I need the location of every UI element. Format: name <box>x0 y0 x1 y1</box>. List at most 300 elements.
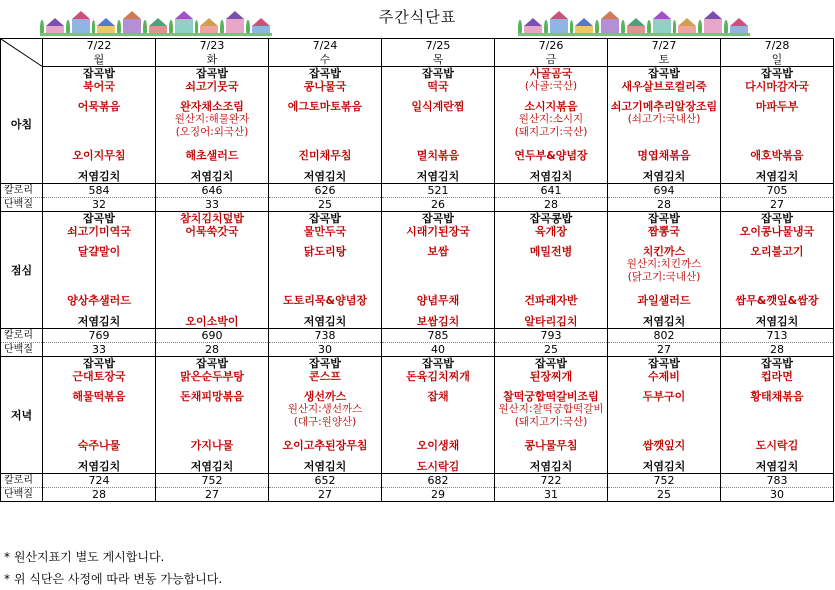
empty-cell <box>608 139 721 149</box>
menu-item-kimchi: 저염김치 <box>269 170 382 184</box>
menu-item-side <box>156 294 269 307</box>
menu-item-origin2 <box>608 126 721 139</box>
menu-item-side: 과일샐러드 <box>608 294 721 307</box>
protein-value: 28 <box>156 343 269 357</box>
protein-value: 30 <box>269 343 382 357</box>
empty-cell <box>495 93 608 100</box>
menu-item-origin1 <box>43 258 156 271</box>
header-corner <box>1 39 43 67</box>
calorie-value: 682 <box>382 474 495 488</box>
menu-item-origin2 <box>721 271 834 284</box>
protein-value: 32 <box>43 198 156 212</box>
menu-item-rice: 잡곡밥 <box>721 357 834 371</box>
house-illustration-right <box>518 2 750 36</box>
menu-item-soup: 어묵쑥갓국 <box>156 225 269 238</box>
empty-cell <box>43 383 156 390</box>
menu-item-main: 쇠고기메추리알장조림 <box>608 100 721 113</box>
empty-cell <box>495 162 608 170</box>
date-4: 7/26 <box>495 39 608 53</box>
menu-item-origin2: (대구:원양산) <box>269 416 382 429</box>
menu-item-side: 양념무채 <box>382 294 495 307</box>
menu-item-soup: 콘스프 <box>269 370 382 383</box>
menu-item-origin1: 원산지:찰떡궁합떡갈비 <box>495 403 608 416</box>
table-row <box>1 100 834 113</box>
notes <box>4 546 222 590</box>
menu-item-side: 쌈깻잎지 <box>608 439 721 452</box>
calorie-value: 783 <box>721 474 834 488</box>
menu-item-rice: 잡곡밥 <box>156 67 269 81</box>
menu-item-rice: 잡곡콩밥 <box>495 212 608 226</box>
empty-cell <box>608 238 721 245</box>
meal-label-1: 점심 <box>1 212 43 329</box>
empty-cell <box>382 238 495 245</box>
table-row <box>1 452 834 460</box>
menu-item-origin2: (돼지고기:국산) <box>495 126 608 139</box>
menu-item-side: 건파래자반 <box>495 294 608 307</box>
protein-value: 40 <box>382 343 495 357</box>
empty-cell <box>721 139 834 149</box>
menu-item-main: 완자채소조림 <box>156 100 269 113</box>
menu-item-soup: 북어국 <box>43 80 156 93</box>
menu-item-origin2 <box>721 416 834 429</box>
menu-item-rice: 잡곡밥 <box>156 357 269 371</box>
empty-cell <box>608 429 721 439</box>
empty-cell <box>269 383 382 390</box>
calorie-value: 521 <box>382 184 495 198</box>
menu-item-origin1 <box>382 258 495 271</box>
menu-item-main: 생선까스 <box>269 390 382 403</box>
menu-item-rice: 잡곡밥 <box>721 212 834 226</box>
meal-label-0: 아침 <box>1 67 43 184</box>
menu-item-soup: 쇠고기미역국 <box>43 225 156 238</box>
header <box>0 0 835 40</box>
calorie-value: 626 <box>269 184 382 198</box>
menu-item-origin2 <box>721 126 834 139</box>
menu-item-soup: 근대토장국 <box>43 370 156 383</box>
menu-item-origin1 <box>43 113 156 126</box>
menu-item-side: 연두부&양념장 <box>495 149 608 162</box>
menu-item-soup: 육개장 <box>495 225 608 238</box>
menu-item-side: 도시락김 <box>721 439 834 452</box>
meal-label-2: 저녁 <box>1 357 43 474</box>
calorie-value: 722 <box>495 474 608 488</box>
empty-cell <box>43 162 156 170</box>
empty-cell <box>721 383 834 390</box>
empty-cell <box>156 429 269 439</box>
menu-item-side: 양상추샐러드 <box>43 294 156 307</box>
menu-item-origin2 <box>156 416 269 429</box>
menu-item-rice: 잡곡밥 <box>43 212 156 226</box>
table-row <box>1 80 834 93</box>
menu-item-origin1 <box>269 258 382 271</box>
calorie-value: 652 <box>269 474 382 488</box>
empty-cell <box>43 452 156 460</box>
menu-item-kimchi: 저염김치 <box>608 315 721 329</box>
menu-item-kimchi: 저염김치 <box>382 170 495 184</box>
menu-item-soup: 맑은순두부탕 <box>156 370 269 383</box>
empty-cell <box>495 429 608 439</box>
table-row <box>1 67 834 81</box>
empty-cell <box>721 307 834 315</box>
calorie-value: 738 <box>269 329 382 343</box>
menu-item-origin2 <box>382 416 495 429</box>
menu-item-origin1 <box>156 403 269 416</box>
calorie-value: 584 <box>43 184 156 198</box>
table-row <box>1 429 834 439</box>
date-6: 7/28 <box>721 39 834 53</box>
menu-item-soup: 컵라면 <box>721 370 834 383</box>
menu-item-rice: 잡곡밥 <box>608 212 721 226</box>
menu-item-kimchi: 도시락김 <box>382 460 495 474</box>
menu-item-kimchi: 저염김치 <box>608 460 721 474</box>
empty-cell <box>608 162 721 170</box>
table-row <box>1 162 834 170</box>
menu-item-main: 돈채피망볶음 <box>156 390 269 403</box>
protein-label: 단백질 <box>1 488 43 502</box>
menu-item-side: 쌈무&깻잎&쌈장 <box>721 294 834 307</box>
menu-item-origin2 <box>43 416 156 429</box>
menu-item-kimchi: 저염김치 <box>269 315 382 329</box>
menu-item-main: 찰떡궁합떡갈비조림 <box>495 390 608 403</box>
menu-item-rice: 잡곡밥 <box>608 357 721 371</box>
empty-cell <box>43 284 156 294</box>
empty-cell <box>269 93 382 100</box>
empty-cell <box>269 139 382 149</box>
empty-cell <box>382 307 495 315</box>
menu-item-rice: 잡곡밥 <box>382 212 495 226</box>
menu-item-kimchi: 저염김치 <box>156 170 269 184</box>
protein-value: 33 <box>156 198 269 212</box>
date-5: 7/27 <box>608 39 721 53</box>
empty-cell <box>43 139 156 149</box>
menu-item-soup: 떡국 <box>382 80 495 93</box>
menu-item-origin1 <box>156 258 269 271</box>
menu-item-kimchi: 저염김치 <box>43 460 156 474</box>
protein-label: 단백질 <box>1 198 43 212</box>
empty-cell <box>721 238 834 245</box>
protein-value: 27 <box>721 198 834 212</box>
protein-value: 33 <box>43 343 156 357</box>
protein-value: 29 <box>382 488 495 502</box>
note-change: * 위 식단은 사정에 따라 변동 가능합니다. <box>4 572 223 586</box>
table-row <box>1 370 834 383</box>
menu-item-side: 도토리묵&양념장 <box>269 294 382 307</box>
table-row <box>1 212 834 226</box>
empty-cell <box>721 452 834 460</box>
menu-item-origin2 <box>269 126 382 139</box>
menu-item-rice: 잡곡밥 <box>721 67 834 81</box>
menu-item-soup: 오이콩나물냉국 <box>721 225 834 238</box>
menu-item-rice: 잡곡밥 <box>382 357 495 371</box>
menu-item-main: 일식계란찜 <box>382 100 495 113</box>
note-origin: * 원산지표기 별도 게시합니다. <box>4 550 165 564</box>
date-1: 7/23 <box>156 39 269 53</box>
empty-cell <box>269 307 382 315</box>
table-row <box>1 170 834 184</box>
empty-cell <box>43 307 156 315</box>
menu-item-main: 황태채볶음 <box>721 390 834 403</box>
empty-cell <box>495 238 608 245</box>
menu-item-kimchi: 보쌈김치 <box>382 315 495 329</box>
menu-item-main: 소시지볶음 <box>495 100 608 113</box>
menu-item-kimchi: 저염김치 <box>269 460 382 474</box>
protein-value: 26 <box>382 198 495 212</box>
table-row <box>1 383 834 390</box>
calorie-label: 칼로리 <box>1 184 43 198</box>
table-row <box>1 238 834 245</box>
empty-cell <box>269 238 382 245</box>
menu-item-rice: 잡곡밥 <box>608 67 721 81</box>
table-row <box>1 403 834 416</box>
menu-item-rice: 참치김치덮밥 <box>156 212 269 226</box>
empty-cell <box>608 307 721 315</box>
empty-cell <box>156 139 269 149</box>
empty-cell <box>382 429 495 439</box>
weekday-1: 화 <box>156 53 269 67</box>
table-row <box>1 149 834 162</box>
menu-item-main <box>156 245 269 258</box>
menu-item-soup: 새우살브로컬리죽 <box>608 80 721 93</box>
protein-value: 31 <box>495 488 608 502</box>
protein-label: 단백질 <box>1 343 43 357</box>
menu-item-rice: 잡곡밥 <box>269 67 382 81</box>
empty-cell <box>156 452 269 460</box>
menu-item-side: 해초샐러드 <box>156 149 269 162</box>
house-illustration-left <box>40 2 272 36</box>
menu-item-origin1 <box>721 113 834 126</box>
menu-item-soup: 쇠고기뭇국 <box>156 80 269 93</box>
empty-cell <box>269 429 382 439</box>
menu-item-kimchi: 저염김치 <box>721 170 834 184</box>
menu-item-rice: 잡곡밥 <box>269 212 382 226</box>
menu-item-origin2 <box>269 271 382 284</box>
table-row <box>1 126 834 139</box>
date-2: 7/24 <box>269 39 382 53</box>
empty-cell <box>156 93 269 100</box>
empty-cell <box>495 139 608 149</box>
menu-item-origin1: 원산지:생선까스 <box>269 403 382 416</box>
empty-cell <box>495 307 608 315</box>
menu-item-soup: 수제비 <box>608 370 721 383</box>
menu-item-rice: 잡곡밥 <box>495 357 608 371</box>
menu-item-origin1: (쇠고기:국내산) <box>608 113 721 126</box>
menu-item-main: 보쌈 <box>382 245 495 258</box>
empty-cell <box>269 452 382 460</box>
table-row <box>1 139 834 149</box>
protein-value: 27 <box>156 488 269 502</box>
menu-item-main: 달걀말이 <box>43 245 156 258</box>
empty-cell <box>156 238 269 245</box>
empty-cell <box>495 284 608 294</box>
menu-item-soup: 돈육김치찌개 <box>382 370 495 383</box>
menu-item-origin1: 원산지:치킨까스 <box>608 258 721 271</box>
menu-item-kimchi: 알타리김치 <box>495 315 608 329</box>
menu-item-origin2 <box>495 271 608 284</box>
empty-cell <box>156 307 269 315</box>
menu-item-side: 숙주나물 <box>43 439 156 452</box>
calorie-value: 752 <box>156 474 269 488</box>
table-row <box>1 416 834 429</box>
table-row <box>1 390 834 403</box>
protein-value: 25 <box>608 488 721 502</box>
menu-item-rice: 잡곡밥 <box>269 357 382 371</box>
protein-value: 27 <box>608 343 721 357</box>
table-row <box>1 460 834 474</box>
table-row <box>1 271 834 284</box>
weekday-6: 일 <box>721 53 834 67</box>
menu-item-origin1: 원산지:소시지 <box>495 113 608 126</box>
menu-item-origin2: (오징어:외국산) <box>156 126 269 139</box>
menu-item-origin1 <box>269 113 382 126</box>
menu-item-soup: 콩나물국 <box>269 80 382 93</box>
menu-item-kimchi: 저염김치 <box>721 315 834 329</box>
table-row <box>1 245 834 258</box>
empty-cell <box>721 93 834 100</box>
menu-item-origin1 <box>608 403 721 416</box>
page-title: 주간식단표 <box>378 8 457 26</box>
menu-item-soup: 짬뽕국 <box>608 225 721 238</box>
calorie-value: 641 <box>495 184 608 198</box>
menu-item-kimchi: 오이소박이 <box>156 315 269 329</box>
menu-item-kimchi: 저염김치 <box>721 460 834 474</box>
empty-cell <box>43 429 156 439</box>
menu-item-side: 멸치볶음 <box>382 149 495 162</box>
menu-item-origin1: 원산지:해물완자 <box>156 113 269 126</box>
table-row <box>1 315 834 329</box>
menu-item-kimchi: 저염김치 <box>495 170 608 184</box>
table-row <box>1 113 834 126</box>
menu-item-main: 해물떡볶음 <box>43 390 156 403</box>
protein-value: 25 <box>269 198 382 212</box>
calorie-value: 802 <box>608 329 721 343</box>
calorie-value: 690 <box>156 329 269 343</box>
menu-item-rice: 잡곡밥 <box>43 67 156 81</box>
menu-item-side: 오이지무침 <box>43 149 156 162</box>
menu-item-main: 에그토마토볶음 <box>269 100 382 113</box>
table-row <box>1 284 834 294</box>
empty-cell <box>608 284 721 294</box>
menu-item-main: 닭도리탕 <box>269 245 382 258</box>
menu-item-main: 두부구이 <box>608 390 721 403</box>
menu-item-origin2 <box>43 271 156 284</box>
empty-cell <box>495 383 608 390</box>
menu-item-origin2 <box>43 126 156 139</box>
calorie-value: 785 <box>382 329 495 343</box>
date-0: 7/22 <box>43 39 156 53</box>
menu-item-kimchi: 저염김치 <box>156 460 269 474</box>
menu-item-origin1 <box>382 403 495 416</box>
menu-item-soup: 시래기된장국 <box>382 225 495 238</box>
empty-cell <box>495 452 608 460</box>
menu-item-soup: 다시마감자국 <box>721 80 834 93</box>
table-row <box>1 357 834 371</box>
menu-item-origin1 <box>43 403 156 416</box>
table-row <box>1 225 834 238</box>
weekday-4: 금 <box>495 53 608 67</box>
table-row <box>1 93 834 100</box>
menu-item-soup: (사골:국산) <box>495 80 608 93</box>
menu-item-kimchi: 저염김치 <box>43 170 156 184</box>
date-3: 7/25 <box>382 39 495 53</box>
menu-item-origin1 <box>382 113 495 126</box>
menu-item-side: 오이생채 <box>382 439 495 452</box>
menu-item-soup: 된장찌개 <box>495 370 608 383</box>
menu-item-kimchi: 저염김치 <box>608 170 721 184</box>
empty-cell <box>382 284 495 294</box>
table-row <box>1 307 834 315</box>
menu-item-origin1 <box>721 258 834 271</box>
menu-item-side: 명엽채볶음 <box>608 149 721 162</box>
calorie-value: 769 <box>43 329 156 343</box>
protein-value: 28 <box>608 198 721 212</box>
menu-item-side: 애호박볶음 <box>721 149 834 162</box>
protein-value: 25 <box>495 343 608 357</box>
weekday-5: 토 <box>608 53 721 67</box>
weekly-menu-table <box>0 38 834 502</box>
menu-item-main: 잡채 <box>382 390 495 403</box>
menu-item-origin1 <box>495 258 608 271</box>
empty-cell <box>608 452 721 460</box>
menu-item-origin1 <box>721 403 834 416</box>
calorie-value: 752 <box>608 474 721 488</box>
calorie-value: 713 <box>721 329 834 343</box>
menu-item-origin2: (돼지고기:국산) <box>495 416 608 429</box>
empty-cell <box>156 162 269 170</box>
menu-item-origin2 <box>382 271 495 284</box>
weekday-3: 목 <box>382 53 495 67</box>
menu-item-side: 진미채무침 <box>269 149 382 162</box>
empty-cell <box>43 238 156 245</box>
menu-item-rice: 사골곰국 <box>495 67 608 81</box>
calorie-label: 칼로리 <box>1 474 43 488</box>
empty-cell <box>608 383 721 390</box>
protein-value: 27 <box>269 488 382 502</box>
table-row <box>1 439 834 452</box>
empty-cell <box>382 383 495 390</box>
menu-item-main: 마파두부 <box>721 100 834 113</box>
empty-cell <box>269 162 382 170</box>
menu-item-origin2 <box>608 416 721 429</box>
weekday-2: 수 <box>269 53 382 67</box>
calorie-label: 칼로리 <box>1 329 43 343</box>
menu-item-main: 어묵볶음 <box>43 100 156 113</box>
empty-cell <box>721 429 834 439</box>
menu-item-side: 가지나물 <box>156 439 269 452</box>
empty-cell <box>382 93 495 100</box>
menu-item-side: 오이고추된장무침 <box>269 439 382 452</box>
protein-value: 30 <box>721 488 834 502</box>
menu-item-side: 콩나물무침 <box>495 439 608 452</box>
calorie-value: 646 <box>156 184 269 198</box>
empty-cell <box>721 284 834 294</box>
weekday-0: 월 <box>43 53 156 67</box>
protein-value: 28 <box>43 488 156 502</box>
calorie-value: 724 <box>43 474 156 488</box>
menu-item-main: 메밀전병 <box>495 245 608 258</box>
protein-value: 28 <box>721 343 834 357</box>
table-row <box>1 258 834 271</box>
empty-cell <box>382 452 495 460</box>
menu-item-soup: 물만두국 <box>269 225 382 238</box>
empty-cell <box>269 284 382 294</box>
empty-cell <box>382 162 495 170</box>
calorie-value: 694 <box>608 184 721 198</box>
empty-cell <box>156 284 269 294</box>
menu-item-main: 치킨까스 <box>608 245 721 258</box>
empty-cell <box>608 93 721 100</box>
calorie-value: 793 <box>495 329 608 343</box>
empty-cell <box>43 93 156 100</box>
